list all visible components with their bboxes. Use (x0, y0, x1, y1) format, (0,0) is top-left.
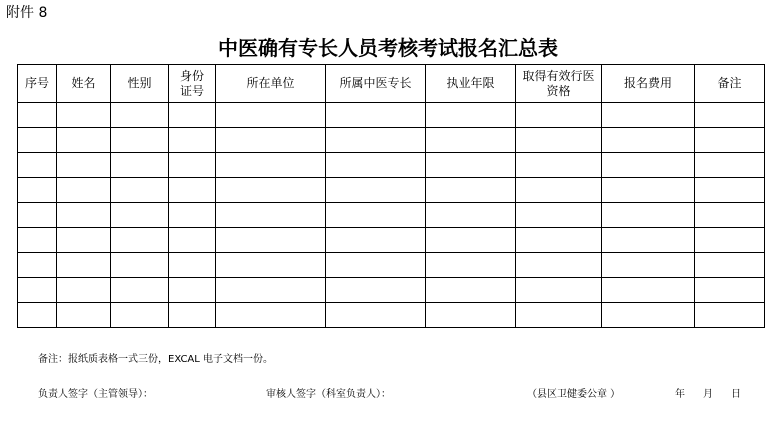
table-row (18, 178, 765, 203)
table-row (18, 303, 765, 328)
date-year-label: 年 (675, 389, 685, 400)
table-cell[interactable] (111, 303, 169, 328)
table-row (18, 153, 765, 178)
table-cell[interactable] (602, 178, 695, 203)
table-cell[interactable] (516, 228, 602, 253)
table-cell[interactable] (169, 278, 216, 303)
official-seal-label: （县区卫健委公章 ） (527, 389, 621, 400)
reviewer-signature-label: 审核人签字（科室负责人）： (266, 389, 391, 400)
table-cell[interactable] (695, 278, 765, 303)
table-cell[interactable] (516, 128, 602, 153)
table-cell[interactable] (426, 203, 516, 228)
table-cell[interactable] (326, 128, 426, 153)
table-cell[interactable] (695, 253, 765, 278)
table-cell[interactable] (18, 103, 57, 128)
date-month-label: 月 (703, 389, 713, 400)
table-cell[interactable] (18, 303, 57, 328)
table-cell[interactable] (602, 153, 695, 178)
table-cell[interactable] (57, 153, 111, 178)
table-cell[interactable] (111, 103, 169, 128)
table-row (18, 253, 765, 278)
table-cell[interactable] (216, 253, 326, 278)
table-cell[interactable] (18, 203, 57, 228)
header-license-qualification: 取得有效行医 资格 (516, 65, 602, 103)
table-row (18, 103, 765, 128)
header-serial-number: 序号 (18, 65, 57, 103)
table-cell[interactable] (326, 278, 426, 303)
table-cell[interactable] (111, 203, 169, 228)
leader-signature-label: 负责人签字（主管领导）： (38, 389, 153, 400)
table-cell[interactable] (516, 178, 602, 203)
header-id-number: 身份 证号 (169, 65, 216, 103)
table-cell[interactable] (169, 128, 216, 153)
table-row (18, 128, 765, 153)
table-cell[interactable] (57, 178, 111, 203)
header-gender: 性别 (111, 65, 169, 103)
table-cell[interactable] (516, 303, 602, 328)
table-cell[interactable] (426, 103, 516, 128)
table-cell[interactable] (695, 178, 765, 203)
table-cell[interactable] (18, 153, 57, 178)
table-cell[interactable] (602, 253, 695, 278)
table-cell[interactable] (111, 278, 169, 303)
table-cell[interactable] (326, 253, 426, 278)
table-cell[interactable] (695, 153, 765, 178)
table-cell[interactable] (695, 103, 765, 128)
table-cell[interactable] (216, 128, 326, 153)
document-title: 中医确有专长人员考核考试报名汇总表 (218, 36, 558, 60)
table-cell[interactable] (57, 203, 111, 228)
table-cell[interactable] (169, 153, 216, 178)
table-cell[interactable] (111, 153, 169, 178)
table-row (18, 203, 765, 228)
table-cell[interactable] (516, 278, 602, 303)
table-cell[interactable] (695, 128, 765, 153)
table-cell[interactable] (516, 253, 602, 278)
table-cell[interactable] (169, 103, 216, 128)
table-cell[interactable] (57, 253, 111, 278)
date-day-label: 日 (731, 389, 741, 400)
table-cell[interactable] (216, 153, 326, 178)
table-cell[interactable] (169, 228, 216, 253)
table-cell[interactable] (426, 153, 516, 178)
table-cell[interactable] (602, 103, 695, 128)
table-cell[interactable] (516, 103, 602, 128)
table-cell[interactable] (57, 228, 111, 253)
table-cell[interactable] (169, 253, 216, 278)
table-cell[interactable] (216, 278, 326, 303)
table-row (18, 228, 765, 253)
table-cell[interactable] (426, 253, 516, 278)
header-practice-years: 执业年限 (426, 65, 516, 103)
table-cell[interactable] (326, 303, 426, 328)
table-cell[interactable] (18, 253, 57, 278)
table-cell[interactable] (695, 228, 765, 253)
header-name: 姓名 (57, 65, 111, 103)
table-cell[interactable] (426, 228, 516, 253)
table-cell[interactable] (18, 228, 57, 253)
table-cell[interactable] (216, 228, 326, 253)
table-cell[interactable] (18, 178, 57, 203)
table-body (18, 103, 765, 328)
header-specialty: 所属中医专长 (326, 65, 426, 103)
table-cell[interactable] (216, 178, 326, 203)
table-cell[interactable] (695, 303, 765, 328)
table-cell[interactable] (602, 203, 695, 228)
header-fee: 报名费用 (602, 65, 695, 103)
table-cell[interactable] (169, 203, 216, 228)
table-cell[interactable] (57, 128, 111, 153)
table-cell[interactable] (426, 278, 516, 303)
table-cell[interactable] (18, 278, 57, 303)
table-cell[interactable] (602, 303, 695, 328)
table-cell[interactable] (111, 128, 169, 153)
table-cell[interactable] (216, 103, 326, 128)
table-cell[interactable] (326, 103, 426, 128)
registration-summary-table (17, 64, 765, 328)
table-cell[interactable] (426, 178, 516, 203)
table-cell[interactable] (111, 253, 169, 278)
table-cell[interactable] (695, 203, 765, 228)
table-cell[interactable] (326, 228, 426, 253)
table-cell[interactable] (18, 128, 57, 153)
table-cell[interactable] (111, 228, 169, 253)
table-cell[interactable] (111, 178, 169, 203)
header-remarks: 备注 (695, 65, 765, 103)
footnote: 备注：报纸质表格一式三份，EXCAL 电子文档一份。 (38, 354, 274, 365)
table-cell[interactable] (216, 303, 326, 328)
header-work-unit: 所在单位 (216, 65, 326, 103)
table-cell[interactable] (602, 228, 695, 253)
table-cell[interactable] (57, 278, 111, 303)
table-cell[interactable] (426, 303, 516, 328)
table-cell[interactable] (516, 153, 602, 178)
table-cell[interactable] (326, 153, 426, 178)
table-cell[interactable] (426, 128, 516, 153)
table-cell[interactable] (216, 203, 326, 228)
table-header-row (18, 65, 765, 103)
table-cell[interactable] (57, 103, 111, 128)
table-cell[interactable] (516, 203, 602, 228)
table-cell[interactable] (57, 303, 111, 328)
table-cell[interactable] (326, 178, 426, 203)
table-row (18, 278, 765, 303)
table-cell[interactable] (169, 303, 216, 328)
table-cell[interactable] (169, 178, 216, 203)
attachment-label: 附件 8 (6, 5, 48, 21)
table-cell[interactable] (602, 278, 695, 303)
table-cell[interactable] (602, 128, 695, 153)
table-cell[interactable] (326, 203, 426, 228)
